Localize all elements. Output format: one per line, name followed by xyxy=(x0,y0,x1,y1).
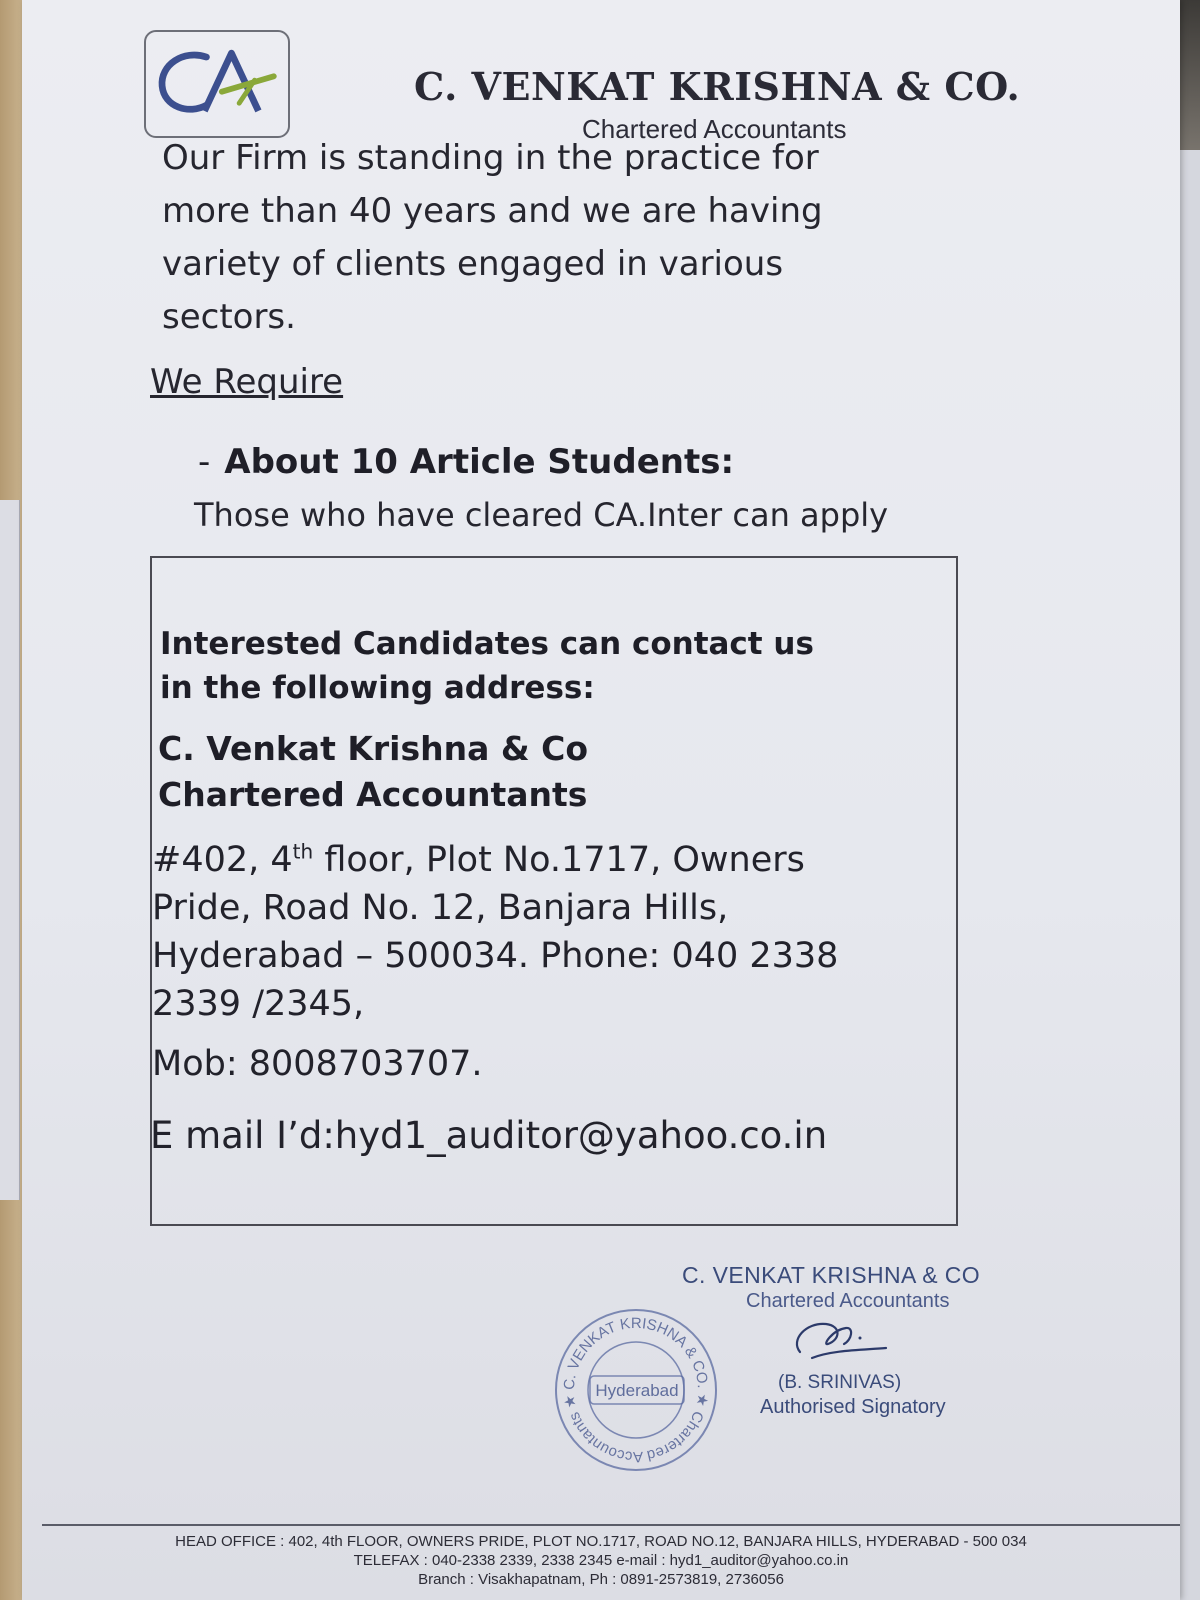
contact-heading xyxy=(160,622,950,710)
address-prefix: #402, 4 xyxy=(152,840,293,880)
footer-head-office: HEAD OFFICE : 402, 4th FLOOR, OWNERS PRIDE, PLOT NO.1717, ROAD NO.12, BANJARA HILLS, HYDERABAD - 500 034 xyxy=(175,1533,1027,1550)
contact-email: E mail I’d:hyd1_auditor@yahoo.co.in xyxy=(150,1114,828,1157)
signature-firm-name: C. VENKAT KRISHNA & CO xyxy=(682,1262,981,1288)
address-line: Pride, Road No. 12, Banjara Hills, xyxy=(152,888,729,928)
rubber-stamp-seal xyxy=(548,1302,724,1478)
signature-firm-subtitle: Chartered Accountants xyxy=(746,1290,950,1312)
footer-divider xyxy=(42,1524,1180,1526)
address-line xyxy=(152,836,952,884)
contact-mobile: Mob: 8008703707. xyxy=(152,1044,483,1084)
contact-firm-line: C. Venkat Krishna & Co xyxy=(158,729,589,768)
signatory-name: (B. SRINIVAS) xyxy=(778,1372,902,1393)
contact-firm xyxy=(158,726,588,818)
seal-center-text: Hyderabad xyxy=(595,1381,679,1400)
letterhead-subtitle: Chartered Accountants xyxy=(582,114,847,144)
address-superscript: th xyxy=(292,839,314,864)
handwritten-signature xyxy=(782,1310,902,1370)
letterhead-firm-name: C. VENKAT KRISHNA & CO. xyxy=(414,64,1021,109)
contact-heading-line: Interested Candidates can contact us xyxy=(160,626,814,662)
footer-telefax: TELEFAX : 040-2338 2339, 2338 2345 e-mail : hyd1_auditor@yahoo.co.in xyxy=(353,1552,849,1569)
seal-ring-text: C. VENKAT KRISHNA & CO. ★ Chartered Accountants ★ xyxy=(560,1314,712,1466)
document-page xyxy=(22,0,1180,1600)
contact-address xyxy=(152,836,952,1028)
bullet-dash: - xyxy=(198,442,211,482)
requirement-heading: We Require xyxy=(150,362,344,402)
contact-heading-line: in the following address: xyxy=(160,670,595,706)
requirement-position xyxy=(198,442,734,482)
signatory-role: Authorised Signatory xyxy=(760,1396,946,1418)
position-text: About 10 Article Students: xyxy=(224,442,735,482)
intro-line: Our Firm is standing in the practice for xyxy=(162,138,819,178)
address-rest: floor, Plot No.1717, Owners xyxy=(313,840,805,880)
address-line: Hyderabad – 500034. Phone: 040 2338 xyxy=(152,936,839,976)
intro-line: sectors. xyxy=(162,297,296,337)
address-line: 2339 /2345, xyxy=(152,984,365,1024)
intro-line: variety of clients engaged in various xyxy=(162,244,784,284)
footer-branch: Branch : Visakhapatnam, Ph : 0891-2573819, 2736056 xyxy=(418,1571,784,1588)
contact-firm-line: Chartered Accountants xyxy=(158,775,588,814)
footer xyxy=(22,1532,1180,1589)
background-sheet xyxy=(0,500,20,1200)
requirement-eligibility: Those who have cleared CA.Inter can apply xyxy=(194,496,889,534)
ca-logo-icon xyxy=(144,30,290,138)
intro-paragraph xyxy=(162,132,962,344)
intro-line: more than 40 years and we are having xyxy=(162,191,823,231)
